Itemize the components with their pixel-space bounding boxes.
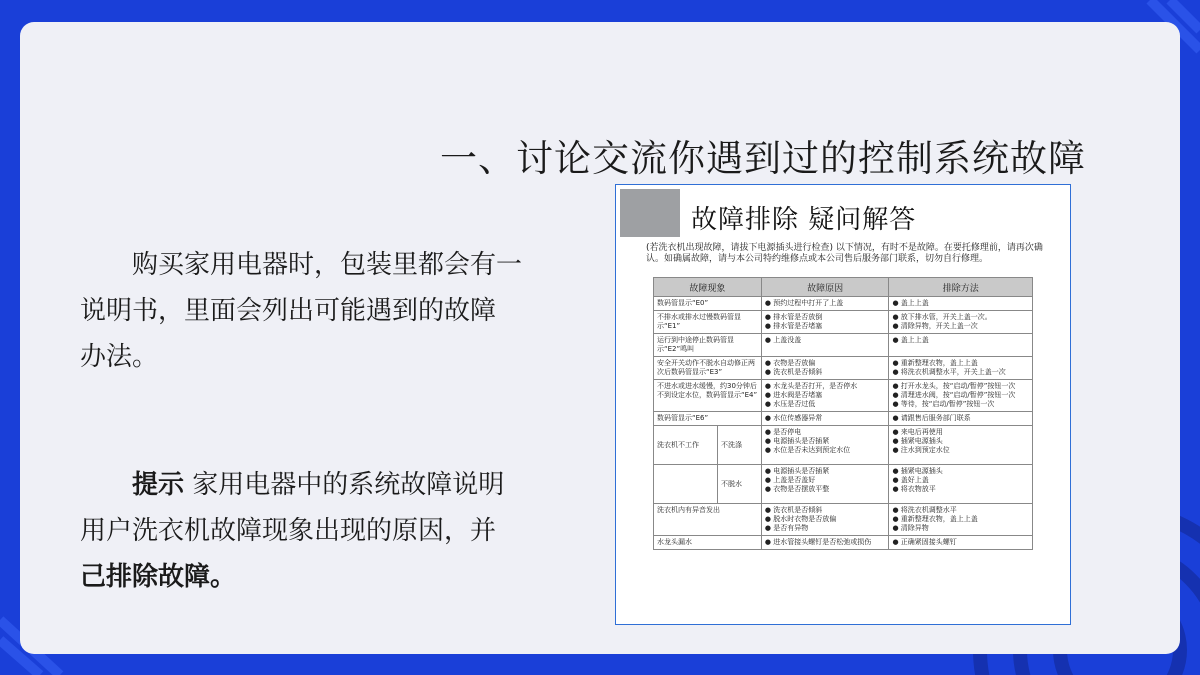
bullet-item: ● 水位传感器异常 bbox=[764, 414, 823, 422]
symptom-group-label: 洗衣机不工作 bbox=[657, 440, 699, 449]
bullet-item: ● 重新整理衣物，盖上上盖 bbox=[892, 515, 978, 523]
table-row bbox=[654, 334, 1033, 357]
cause-cell bbox=[761, 412, 889, 426]
bullet-item: ● 脱水时衣物是否放偏 bbox=[764, 515, 837, 523]
cause-cell bbox=[761, 465, 889, 504]
bullet-item: ● 排水管是否放倒 bbox=[764, 313, 823, 321]
bullet-item: ● 水位是否未达到预定水位 bbox=[764, 446, 851, 454]
manual-image bbox=[615, 184, 1071, 625]
bullet-item: ● 插紧电源插头 bbox=[892, 467, 943, 475]
bullet-item: ● 将洗衣机调整水平，开关上盖一次 bbox=[892, 368, 1006, 376]
bullet-item: ● 清理进水阀，按“启动/暂停”按钮一次 bbox=[892, 391, 1016, 399]
hint-line: 用户洗衣机故障现象出现的原因，并 bbox=[80, 516, 497, 546]
bullet-item: ● 注水到预定水位 bbox=[892, 446, 950, 454]
hint-text: 家用电器中的系统故障说明 bbox=[184, 470, 505, 500]
bullet-item: ● 重新整理衣物，盖上上盖 bbox=[892, 359, 978, 367]
bullet-item: ● 电源插头是否插紧 bbox=[764, 437, 830, 445]
table-row bbox=[654, 380, 1033, 412]
symptom-cell: 不排水或排水过慢数码管显示“E1” bbox=[654, 311, 762, 334]
bullet-item: ● 预约过程中打开了上盖 bbox=[764, 299, 844, 307]
bullet-item: ● 电源插头是否插紧 bbox=[764, 467, 830, 475]
bullet-item: ● 衣物是否摆放平整 bbox=[764, 485, 830, 493]
symptom-cell: 数码管显示“E0” bbox=[654, 297, 762, 311]
fix-cell bbox=[889, 426, 1033, 465]
bullet-item: ● 进水管接头螺钉是否松弛或损伤 bbox=[764, 538, 872, 546]
bullet-item: ● 清除异物，开关上盖一次 bbox=[892, 322, 978, 330]
bullet-item: ● 衣物是否放偏 bbox=[764, 359, 816, 367]
bullet-item: ● 上盖没盖 bbox=[764, 336, 802, 344]
bullet-item: ● 盖上上盖 bbox=[892, 299, 929, 307]
manual-title: 故障排除 疑问解答 bbox=[691, 205, 917, 235]
troubleshooting-table bbox=[653, 277, 1033, 550]
bullet-item: ● 请跟售后服务部门联系 bbox=[892, 414, 971, 422]
intro-paragraph bbox=[80, 242, 640, 380]
slide-title: 一、讨论交流你遇到过的控制系统故障 bbox=[440, 137, 1086, 180]
bullet-item: ● 打开水龙头，按“启动/暂停”按钮一次 bbox=[892, 382, 1016, 390]
intro-line: 说明书，里面会列出可能遇到的故障 bbox=[80, 296, 497, 326]
fix-cell bbox=[889, 297, 1033, 311]
symptom-cell: 安全开关动作不脱水自动修正两次后数码管显示“E3” bbox=[654, 357, 762, 380]
bullet-item: ● 盖好上盖 bbox=[892, 476, 929, 484]
hint-line bbox=[80, 462, 640, 508]
fix-cell bbox=[889, 465, 1033, 504]
symptom-cell: 不进水或进水缓慢，约30分钟后不到设定水位，数码管显示“E4” bbox=[654, 380, 762, 412]
table-row bbox=[654, 412, 1033, 426]
symptom-cell bbox=[654, 465, 762, 504]
symptom-sub-label: 不洗涤 bbox=[717, 426, 761, 464]
table-row bbox=[654, 311, 1033, 334]
fix-cell bbox=[889, 334, 1033, 357]
cause-cell bbox=[761, 504, 889, 536]
fix-cell bbox=[889, 311, 1033, 334]
bullet-item: ● 清除异物 bbox=[892, 524, 929, 532]
hint-line-bold: 己排除故障。 bbox=[80, 562, 237, 592]
table-header-row bbox=[654, 278, 1033, 297]
cause-cell bbox=[761, 426, 889, 465]
fix-cell bbox=[889, 536, 1033, 550]
bullet-item: ● 来电后再使用 bbox=[892, 428, 943, 436]
symptom-cell: 洗衣机内有异音发出 bbox=[654, 504, 762, 536]
header-fix: 排除方法 bbox=[889, 278, 1033, 297]
bullet-item: ● 上盖是否盖好 bbox=[764, 476, 816, 484]
intro-line: 购买家用电器时，包装里都会有一 bbox=[80, 250, 523, 280]
header-cause: 故障原因 bbox=[761, 278, 889, 297]
bullet-item: ● 水龙头是否打开，是否停水 bbox=[764, 382, 858, 390]
intro-line: 办法。 bbox=[80, 342, 159, 372]
bullet-item: ● 排水管是否堵塞 bbox=[764, 322, 823, 330]
manual-gray-block bbox=[620, 189, 680, 237]
bullet-item: ● 将衣物放平 bbox=[892, 485, 936, 493]
bullet-item: ● 水压是否过低 bbox=[764, 400, 816, 408]
bullet-item: ● 是否停电 bbox=[764, 428, 802, 436]
cause-cell bbox=[761, 334, 889, 357]
cause-cell bbox=[761, 380, 889, 412]
bullet-item: ● 洗衣机是否倾斜 bbox=[764, 368, 823, 376]
table-row bbox=[654, 504, 1033, 536]
symptom-cell bbox=[654, 426, 762, 465]
fix-cell bbox=[889, 412, 1033, 426]
bullet-item: ● 等待，按“启动/暂停”按钮一次 bbox=[892, 400, 995, 408]
symptom-group-label bbox=[654, 465, 717, 503]
fix-cell bbox=[889, 380, 1033, 412]
bullet-item: ● 插紧电源插头 bbox=[892, 437, 943, 445]
bullet-item: ● 放下排水管，开关上盖一次。 bbox=[892, 313, 992, 321]
cause-cell bbox=[761, 297, 889, 311]
header-symptom: 故障现象 bbox=[654, 278, 762, 297]
hint-label: 提示 bbox=[132, 470, 185, 500]
bullet-item: ● 正确紧固接头螺钉 bbox=[892, 538, 957, 546]
fix-cell bbox=[889, 504, 1033, 536]
symptom-cell: 运行到中途停止数码管显示“E2”鸣叫 bbox=[654, 334, 762, 357]
table-row bbox=[654, 465, 1033, 504]
symptom-cell: 数码管显示“E6” bbox=[654, 412, 762, 426]
table-row bbox=[654, 297, 1033, 311]
bullet-item: ● 进水阀是否堵塞 bbox=[764, 391, 823, 399]
table-row bbox=[654, 536, 1033, 550]
bullet-item: ● 将洗衣机调整水平 bbox=[892, 506, 957, 514]
bullet-item: ● 盖上上盖 bbox=[892, 336, 929, 344]
table-row bbox=[654, 426, 1033, 465]
cause-cell bbox=[761, 536, 889, 550]
symptom-cell: 水龙头漏水 bbox=[654, 536, 762, 550]
fix-cell bbox=[889, 357, 1033, 380]
table-row bbox=[654, 357, 1033, 380]
cause-cell bbox=[761, 357, 889, 380]
cause-cell bbox=[761, 311, 889, 334]
bullet-item: ● 是否有异物 bbox=[764, 524, 809, 532]
hint-paragraph bbox=[80, 462, 640, 600]
table-body bbox=[654, 297, 1033, 550]
symptom-sub-label: 不脱水 bbox=[717, 465, 761, 503]
manual-note: (若洗衣机出现故障，请拔下电源插头进行检查) 以下情况，有时不是故障。在要托修理前，请再次确认。如确属故障，请与本公司特约维修点或本公司售后服务部门联系，切勿自行修理。 bbox=[646, 243, 1043, 264]
bullet-item: ● 洗衣机是否倾斜 bbox=[764, 506, 823, 514]
